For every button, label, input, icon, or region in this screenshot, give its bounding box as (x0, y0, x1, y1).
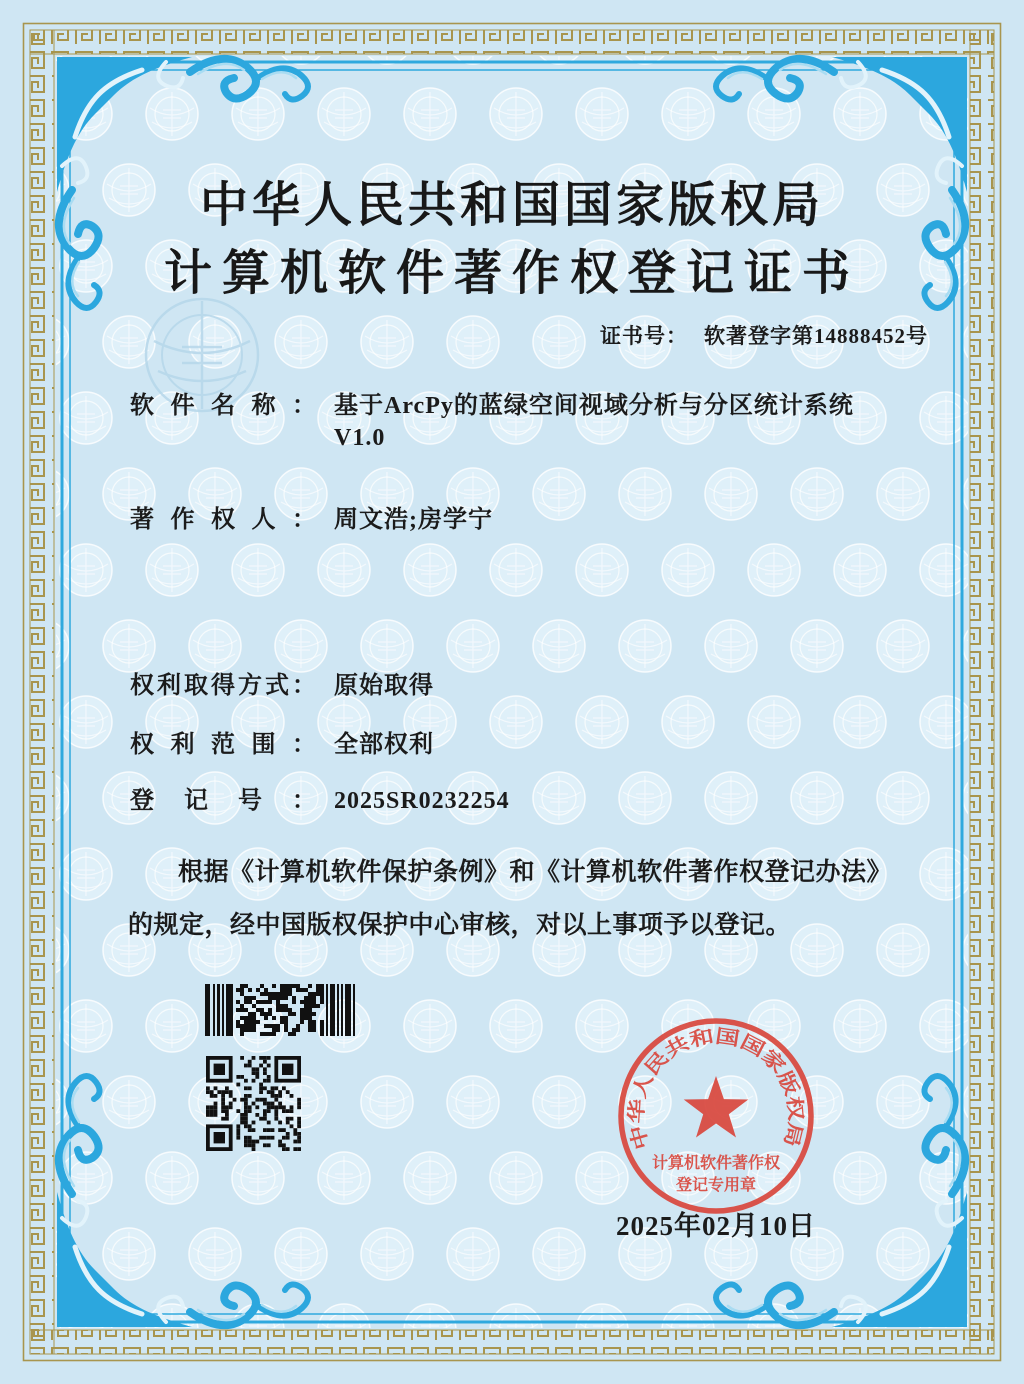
field-registration-number (130, 785, 920, 817)
field-label: 权利取得方式： (130, 673, 316, 699)
registration-date: 2025年02月10日 (616, 1211, 816, 1241)
field-value: 周文浩;房学宁 (334, 507, 493, 533)
software-name-line1: 基于ArcPy的蓝绿空间视域分析与分区统计系统 (334, 393, 854, 419)
barcode-image (205, 984, 355, 1036)
field-value: 原始取得 (334, 673, 434, 699)
seal-ring-text: 中华人民共和国国家版权局 (626, 1026, 806, 1152)
seal-line1: 计算机软件著作权 (651, 1155, 781, 1172)
certificate-number (600, 320, 928, 350)
qr-code-image (206, 1056, 301, 1151)
field-value (334, 390, 854, 454)
field-copyright-holder (130, 504, 920, 536)
document-title: 计算机软件著作权登记证书 (163, 247, 860, 300)
field-label: 著作权人： (130, 507, 316, 533)
field-acquisition-method (130, 670, 920, 702)
field-rights-scope (130, 729, 920, 761)
authority-title: 中华人民共和国国家版权局 (199, 179, 824, 232)
star-icon (684, 1076, 749, 1138)
registration-statement: 根据《计算机软件保护条例》和《计算机软件著作权登记办法》的规定，经中国版权保护中心审核，对以上事项予以登记。 (128, 859, 893, 939)
official-red-seal (616, 1016, 816, 1216)
field-label: 软件名称： (130, 393, 316, 419)
seal-line2: 登记专用章 (675, 1177, 757, 1194)
field-value: 全部权利 (334, 732, 434, 758)
field-value: 2025SR0232254 (334, 788, 510, 814)
software-version: V1.0 (334, 425, 386, 451)
certificate-number-value: 软著登字第14888452号 (704, 324, 928, 348)
certificate-number-label: 证书号： (600, 324, 688, 348)
field-label: 登记号： (130, 788, 316, 814)
field-software-name (130, 390, 920, 454)
field-label: 权利范围： (130, 732, 316, 758)
